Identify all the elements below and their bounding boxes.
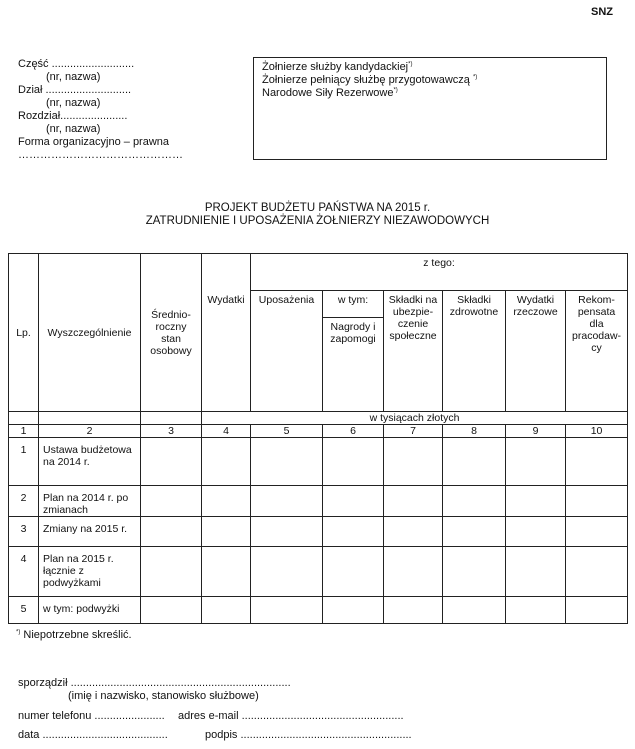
data-cell[interactable] (506, 547, 566, 597)
data-cell[interactable] (202, 517, 251, 547)
unit-identification (18, 58, 183, 162)
signature-block (18, 677, 291, 703)
row-label: Plan na 2014 r. po zmianach (39, 486, 141, 517)
page-title: PROJEKT BUDŻETU PAŃSTWA NA 2015 r. (204, 202, 431, 214)
header-z-tego: z tego: (251, 254, 628, 291)
data-cell[interactable] (506, 597, 566, 624)
table-row (9, 438, 628, 486)
header-units: w tysiącach złotych (202, 412, 628, 425)
data-cell[interactable] (443, 597, 506, 624)
data-cell[interactable] (323, 438, 384, 486)
column-number: 3 (141, 425, 202, 438)
column-number: 5 (251, 425, 323, 438)
data-cell[interactable] (443, 486, 506, 517)
data-cell[interactable] (384, 547, 443, 597)
data-cell[interactable] (384, 438, 443, 486)
sporzadzil-field: sporządził ........................................................................ (18, 677, 291, 689)
data-cell[interactable] (566, 517, 628, 547)
data-cell[interactable] (323, 517, 384, 547)
data-cell[interactable] (506, 517, 566, 547)
column-number: 2 (39, 425, 141, 438)
data-cell[interactable] (202, 486, 251, 517)
header-rekompensata: Rekom- pensata dla pracodaw- cy (566, 291, 628, 412)
column-number: 6 (323, 425, 384, 438)
row-label: Plan na 2015 r. łącznie z podwyżkami (39, 547, 141, 597)
header-wydatki-rzeczowe: Wydatki rzeczowe (506, 291, 566, 412)
column-numbers-row (9, 425, 628, 438)
data-cell[interactable] (141, 486, 202, 517)
data-cell[interactable] (251, 517, 323, 547)
row-lp: 5 (9, 597, 39, 624)
rozdzial-field: Rozdział...................... (18, 110, 128, 122)
row-lp: 2 (9, 486, 39, 517)
form-code: SNZ (591, 6, 613, 18)
data-cell[interactable] (384, 597, 443, 624)
sporzadzil-sublabel: (imię i nazwisko, stanowisko służbowe) (68, 690, 259, 702)
category-box (253, 57, 607, 160)
data-cell[interactable] (506, 438, 566, 486)
email-field: adres e-mail ..................................................... (178, 710, 404, 722)
rozdzial-sublabel: (nr, nazwa) (46, 123, 101, 135)
header-uposazenia: Uposażenia (251, 291, 323, 412)
row-lp: 1 (9, 438, 39, 486)
data-cell[interactable] (251, 486, 323, 517)
header-wydatki: Wydatki (202, 254, 251, 412)
budget-table (8, 253, 628, 624)
data-cell[interactable] (251, 597, 323, 624)
czesc-field: Część ........................... (18, 58, 135, 70)
data-cell[interactable] (566, 547, 628, 597)
data-cell[interactable] (443, 517, 506, 547)
data-cell[interactable] (202, 597, 251, 624)
data-cell[interactable] (384, 486, 443, 517)
header-srednioroczny: Średnio- roczny stan osobowy (141, 254, 202, 412)
column-number: 8 (443, 425, 506, 438)
column-number: 1 (9, 425, 39, 438)
header-skladki-ubezpieczenie: Składki na ubezpie- czenie społeczne (384, 291, 443, 412)
column-number: 4 (202, 425, 251, 438)
category-line-3: Narodowe Siły Rezerwowe*) (262, 87, 398, 99)
category-line-1: Żołnierze służby kandydackiej*) (262, 61, 413, 73)
page-subtitle: ZATRUDNIENIE I UPOSAŻENIA ŻOŁNIERZY NIEZAWODOWYCH (145, 215, 490, 227)
footnote: *) Niepotrzebne skreślić. (16, 629, 132, 641)
data-cell[interactable] (141, 438, 202, 486)
table-row (9, 597, 628, 624)
data-cell[interactable] (566, 597, 628, 624)
dzial-sublabel: (nr, nazwa) (46, 97, 101, 109)
forma-dots: ……………………………………… (18, 149, 183, 161)
data-cell[interactable] (141, 597, 202, 624)
row-lp: 3 (9, 517, 39, 547)
forma-label: Forma organizacyjno – prawna (18, 136, 170, 148)
row-label: w tym: podwyżki (39, 597, 141, 624)
table-row (9, 517, 628, 547)
row-lp: 4 (9, 547, 39, 597)
column-number: 7 (384, 425, 443, 438)
table-row (9, 547, 628, 597)
header-nagrody: Nagrody i zapomogi (323, 318, 384, 412)
header-lp: Lp. (9, 254, 39, 412)
data-cell[interactable] (251, 438, 323, 486)
data-cell[interactable] (384, 517, 443, 547)
dzial-field: Dział ............................ (18, 84, 132, 96)
header-wyszczegolnienie: Wyszczególnienie (39, 254, 141, 412)
data-cell[interactable] (202, 547, 251, 597)
data-cell[interactable] (141, 547, 202, 597)
podpis-field: podpis ........................................................ (205, 729, 412, 741)
data-cell[interactable] (443, 547, 506, 597)
data-field: data ......................................... (18, 729, 168, 741)
header-skladki-zdrowotne: Składki zdrowotne (443, 291, 506, 412)
data-cell[interactable] (202, 438, 251, 486)
column-number: 9 (506, 425, 566, 438)
data-cell[interactable] (566, 486, 628, 517)
data-cell[interactable] (506, 486, 566, 517)
telefon-field: numer telefonu ....................... (18, 710, 165, 722)
data-cell[interactable] (566, 438, 628, 486)
category-line-2: Żołnierze pełniący służbę przygotowawczą *) (262, 74, 478, 86)
data-cell[interactable] (323, 486, 384, 517)
table-row (9, 486, 628, 517)
header-w-tym: w tym: (323, 291, 384, 318)
row-label: Zmiany na 2015 r. (39, 517, 141, 547)
row-label: Ustawa budżetowa na 2014 r. (39, 438, 141, 486)
data-cell[interactable] (141, 517, 202, 547)
column-number: 10 (566, 425, 628, 438)
data-cell[interactable] (251, 547, 323, 597)
czesc-sublabel: (nr, nazwa) (46, 71, 101, 83)
data-cell[interactable] (323, 597, 384, 624)
data-cell[interactable] (323, 547, 384, 597)
data-cell[interactable] (443, 438, 506, 486)
